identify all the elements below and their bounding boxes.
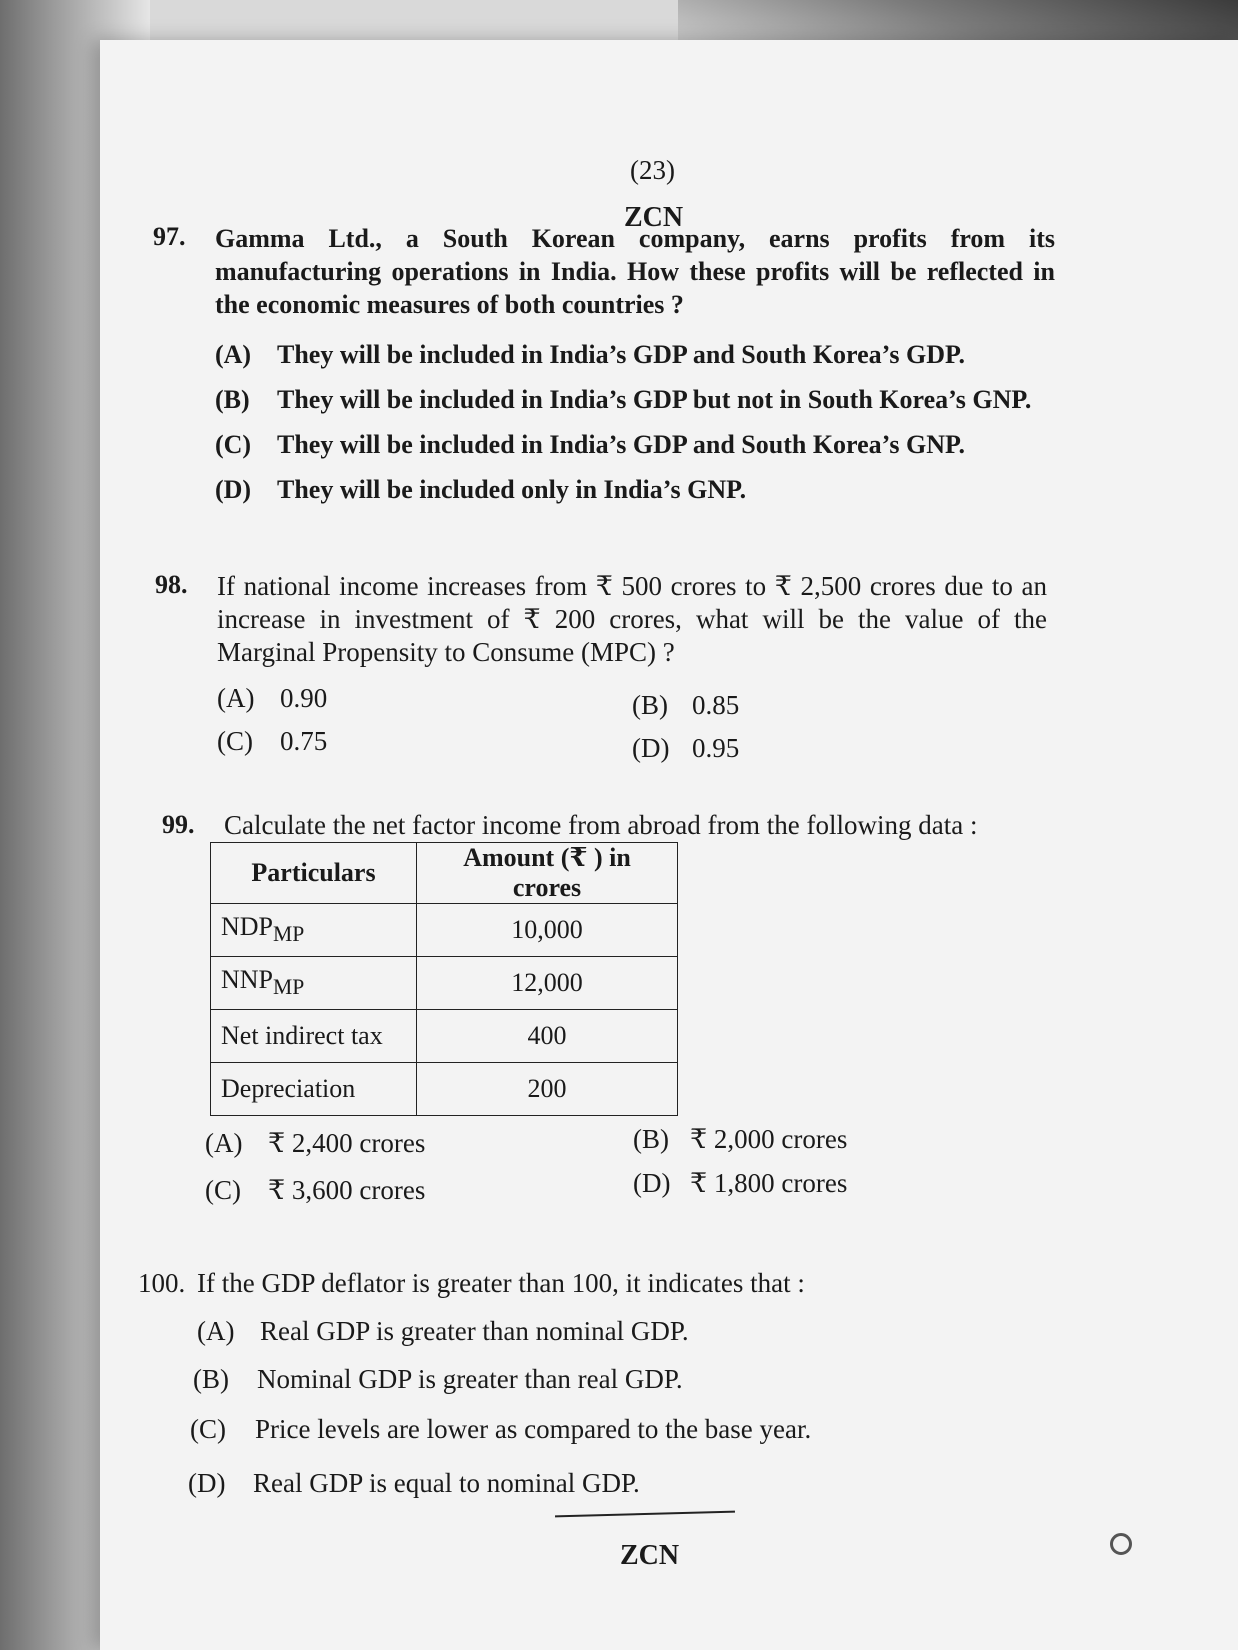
option-text: ₹ 3,600 crores: [268, 1175, 426, 1205]
option-label: (C): [205, 1175, 241, 1205]
option-text: Real GDP is greater than nominal GDP.: [260, 1316, 689, 1346]
option-label: (A): [217, 683, 255, 713]
row-amount: 200: [417, 1063, 678, 1116]
option-text: They will be included in India’s GDP and South Korea’s GNP.: [277, 430, 965, 459]
option-text: 0.95: [692, 733, 740, 763]
option-label: (D): [633, 1168, 671, 1198]
option-label: (B): [632, 690, 668, 720]
item-subscript: MP: [273, 975, 305, 1000]
option-label: (C): [217, 726, 253, 756]
item-subscript: MP: [273, 922, 305, 947]
table-row: [211, 957, 678, 1010]
option-text: Price levels are lower as compared to the base year.: [255, 1414, 812, 1444]
option-text: They will be included in India’s GDP and South Korea’s GDP.: [277, 340, 965, 369]
option-label: (B): [215, 385, 250, 414]
option-text: 0.75: [280, 726, 328, 756]
column-header: Particulars: [211, 843, 417, 904]
question-text: Calculate the net factor income from abroad from the following data :: [224, 810, 978, 840]
question-text: Gamma Ltd., a South Korean company, earns profits from its manufacturing operations in India. How these profits will be reflected in the economic measures of both countries ?: [215, 224, 1055, 319]
row-label: [211, 904, 417, 957]
option-text: ₹ 2,000 crores: [690, 1124, 848, 1154]
question-number: 100.: [138, 1268, 186, 1298]
data-table: [210, 842, 678, 1116]
row-amount: 12,000: [417, 957, 678, 1010]
option-label: (B): [193, 1364, 229, 1394]
option-text: 0.90: [280, 683, 328, 713]
page-number: (23): [630, 155, 675, 185]
table-row: [211, 1063, 678, 1116]
option-text: Real GDP is equal to nominal GDP.: [253, 1468, 640, 1498]
option-label: (A): [215, 340, 252, 369]
option-text: 0.85: [692, 690, 740, 720]
circle-mark: [1110, 1533, 1132, 1555]
table-row: [211, 1010, 678, 1063]
option-text: ₹ 1,800 crores: [690, 1168, 848, 1198]
option-label: (B): [633, 1124, 669, 1154]
table-row: [211, 904, 678, 957]
row-label: Depreciation: [211, 1063, 417, 1116]
question-number: 98.: [155, 570, 188, 599]
option-label: (D): [188, 1468, 226, 1498]
question-text: If national income increases from ₹ 500 crores to ₹ 2,500 crores due to an increase in investment of ₹ 200 crores, what will be the value of the Marginal Propensity to Consume (MPC) ?: [217, 571, 1047, 667]
item-text: NNP: [221, 965, 274, 995]
question-text: If the GDP deflator is greater than 100, it indicates that :: [197, 1268, 805, 1298]
column-header: Amount (₹ ) in crores: [417, 843, 678, 904]
row-label: Net indirect tax: [211, 1010, 417, 1063]
option-text: ₹ 2,400 crores: [268, 1128, 426, 1158]
option-label: (A): [197, 1316, 235, 1346]
option-label: (C): [215, 430, 252, 459]
option-label: (D): [632, 733, 670, 763]
option-label: (C): [190, 1414, 226, 1444]
question-number: 97.: [153, 222, 186, 251]
option-text: They will be included in India’s GDP but not in South Korea’s GNP.: [277, 385, 1032, 414]
row-amount: 400: [417, 1010, 678, 1063]
option-text: They will be included only in India’s GNP.: [277, 475, 747, 504]
row-amount: 10,000: [417, 904, 678, 957]
option-label: (D): [215, 475, 252, 504]
option-text: Nominal GDP is greater than real GDP.: [257, 1364, 683, 1394]
item-text: NDP: [221, 912, 274, 942]
paper-code: ZCN: [624, 202, 684, 233]
table-header-row: [211, 843, 678, 904]
question-number: 99.: [162, 810, 195, 839]
row-label: [211, 957, 417, 1010]
footer-code: ZCN: [620, 1540, 680, 1571]
option-label: (A): [205, 1128, 243, 1158]
